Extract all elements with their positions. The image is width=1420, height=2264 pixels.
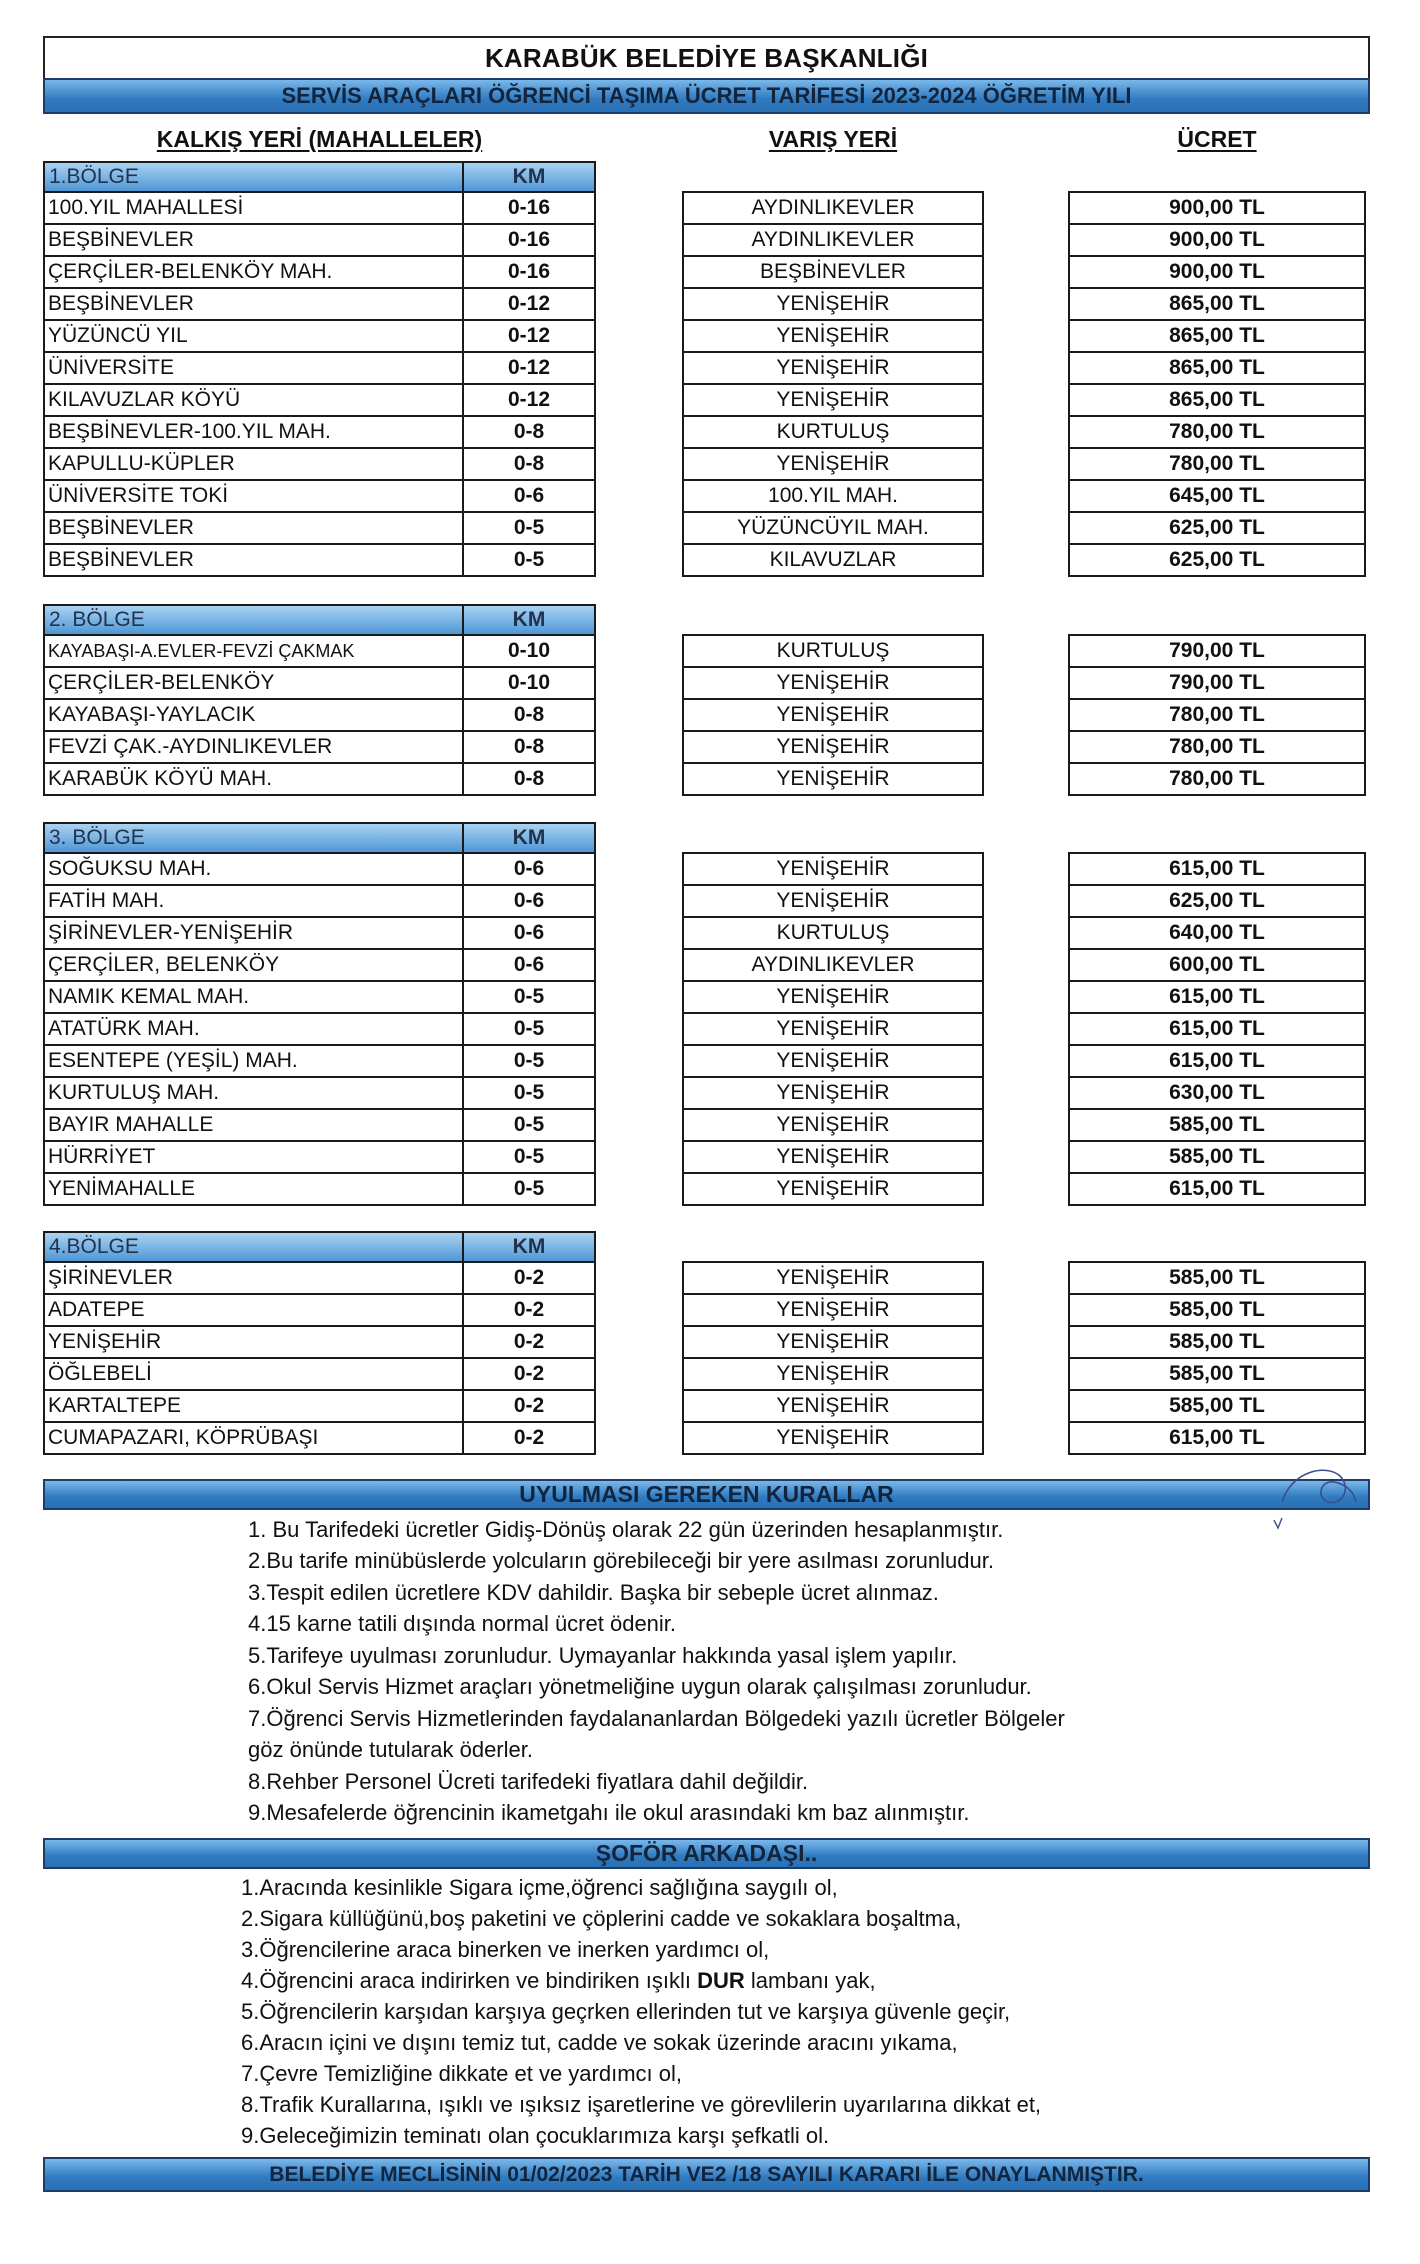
column-headers bbox=[43, 122, 1366, 156]
driver-rules-list bbox=[241, 1872, 1041, 2151]
destination-cell: YENİŞEHİR bbox=[682, 1389, 984, 1423]
departure-cell: ÖĞLEBELİ bbox=[43, 1357, 462, 1391]
km-cell: 0-5 bbox=[462, 980, 596, 1014]
destination-cell: YENİŞEHİR bbox=[682, 730, 984, 764]
rule-line: 8.Rehber Personel Ücreti tarifedeki fiyatlara dahil değildir. bbox=[248, 1768, 809, 1794]
price-column-header bbox=[1068, 122, 1366, 156]
km-cell: 0-5 bbox=[462, 511, 596, 545]
rule-line: 9.Mesafelerde öğrencinin ikametgahı ile okul arasındaki km baz alınmıştır. bbox=[248, 1800, 970, 1826]
region-2-table bbox=[43, 604, 1366, 796]
approval-footer-banner: BELEDİYE MECLİSİNİN 01/02/2023 TARİH VE2 /18 SAYILI KARARI İLE ONAYLANMIŞTIR. bbox=[43, 2157, 1370, 2192]
destination-cell: AYDINLIKEVLER bbox=[682, 191, 984, 225]
destination-cell: YENİŞEHİR bbox=[682, 1261, 984, 1295]
price-cell: 640,00 TL bbox=[1068, 916, 1366, 950]
km-cell: 0-5 bbox=[462, 1108, 596, 1142]
price-cell: 790,00 TL bbox=[1068, 634, 1366, 668]
departure-cell: NAMIK KEMAL MAH. bbox=[43, 980, 462, 1014]
destination-cell: YENİŞEHİR bbox=[682, 319, 984, 353]
price-cell: 865,00 TL bbox=[1068, 383, 1366, 417]
driver-rule: 2.Sigara küllüğünü,boş paketini ve çöplerini cadde ve sokaklara boşaltma, bbox=[241, 1905, 962, 1931]
price-cell: 585,00 TL bbox=[1068, 1108, 1366, 1142]
departure-cell: SOĞUKSU MAH. bbox=[43, 852, 462, 886]
driver-rule: 3.Öğrencilerine araca binerken ve inerken yardımcı ol, bbox=[241, 1936, 770, 1962]
destination-cell: YENİŞEHİR bbox=[682, 762, 984, 796]
price-cell: 645,00 TL bbox=[1068, 479, 1366, 513]
km-cell: 0-5 bbox=[462, 1172, 596, 1206]
departure-cell: BAYIR MAHALLE bbox=[43, 1108, 462, 1142]
destination-cell: YÜZÜNCÜYIL MAH. bbox=[682, 511, 984, 545]
km-cell: 0-6 bbox=[462, 884, 596, 918]
region-name: 1.BÖLGE bbox=[43, 161, 462, 193]
table-row bbox=[43, 1261, 1366, 1295]
km-cell: 0-12 bbox=[462, 383, 596, 417]
km-cell: 0-16 bbox=[462, 223, 596, 257]
table-row bbox=[43, 479, 1366, 513]
departure-cell: ADATEPE bbox=[43, 1293, 462, 1327]
price-cell: 780,00 TL bbox=[1068, 698, 1366, 732]
departure-cell: BEŞBİNEVLER-100.YIL MAH. bbox=[43, 415, 462, 449]
km-cell: 0-2 bbox=[462, 1325, 596, 1359]
driver-rule: 5.Öğrencilerin karşıdan karşıya geçrken ellerinden tut ve karşıya güvenle geçir, bbox=[241, 1998, 1011, 2024]
destination-column-label: VARIŞ YERİ bbox=[768, 125, 898, 152]
departure-cell: 100.YIL MAHALLESİ bbox=[43, 191, 462, 225]
document-title: KARABÜK BELEDİYE BAŞKANLIĞI bbox=[43, 36, 1370, 80]
price-cell: 585,00 TL bbox=[1068, 1389, 1366, 1423]
table-row bbox=[43, 1172, 1366, 1206]
destination-cell: YENİŞEHİR bbox=[682, 666, 984, 700]
price-cell: 900,00 TL bbox=[1068, 223, 1366, 257]
km-cell: 0-16 bbox=[462, 255, 596, 289]
table-row bbox=[43, 1357, 1366, 1391]
price-cell: 625,00 TL bbox=[1068, 884, 1366, 918]
rule-line: 7.Öğrenci Servis Hizmetlerinden faydalananlardan Bölgedeki yazılı ücretler Bölgeler bbox=[248, 1705, 1065, 1731]
price-cell: 615,00 TL bbox=[1068, 1012, 1366, 1046]
price-cell: 865,00 TL bbox=[1068, 319, 1366, 353]
driver-rule: 6.Aracın içini ve dışını temiz tut, cadde ve sokak üzerinde aracını yıkama, bbox=[241, 2029, 958, 2055]
departure-cell: BEŞBİNEVLER bbox=[43, 511, 462, 545]
table-row bbox=[43, 1108, 1366, 1142]
table-row bbox=[43, 1325, 1366, 1359]
driver-banner: ŞOFÖR ARKADAŞI.. bbox=[43, 1838, 1370, 1869]
rule-line: 4.15 karne tatili dışında normal ücret ödenir. bbox=[248, 1611, 677, 1637]
price-cell: 780,00 TL bbox=[1068, 415, 1366, 449]
table-row bbox=[43, 1076, 1366, 1110]
destination-cell: KILAVUZLAR bbox=[682, 543, 984, 577]
km-cell: 0-5 bbox=[462, 1044, 596, 1078]
price-cell: 585,00 TL bbox=[1068, 1357, 1366, 1391]
destination-cell: YENİŞEHİR bbox=[682, 1172, 984, 1206]
table-row bbox=[43, 255, 1366, 289]
km-cell: 0-2 bbox=[462, 1389, 596, 1423]
table-row bbox=[43, 1044, 1366, 1078]
departure-cell: YENİMAHALLE bbox=[43, 1172, 462, 1206]
table-row bbox=[43, 511, 1366, 545]
km-cell: 0-8 bbox=[462, 762, 596, 796]
driver-rule: 7.Çevre Temizliğine dikkate et ve yardımcı ol, bbox=[241, 2060, 682, 2086]
price-cell: 900,00 TL bbox=[1068, 191, 1366, 225]
price-cell: 865,00 TL bbox=[1068, 287, 1366, 321]
departure-cell: ÜNİVERSİTE bbox=[43, 351, 462, 385]
price-cell: 790,00 TL bbox=[1068, 666, 1366, 700]
price-cell: 615,00 TL bbox=[1068, 852, 1366, 886]
destination-cell: KURTULUŞ bbox=[682, 634, 984, 668]
driver-rule-text: 4.Öğrencini araca indirirken ve bindiriken ışıklı bbox=[241, 1967, 698, 1993]
rule-line: 1. Bu Tarifedeki ücretler Gidiş-Dönüş olarak 22 gün üzerinden hesaplanmıştır. bbox=[248, 1516, 1004, 1542]
departure-cell: KAYABAŞI-A.EVLER-FEVZİ ÇAKMAK bbox=[43, 634, 462, 668]
price-column-label: ÜCRET bbox=[1177, 125, 1257, 152]
km-header: KM bbox=[462, 822, 596, 854]
km-cell: 0-6 bbox=[462, 479, 596, 513]
departure-cell: ÇERÇİLER-BELENKÖY bbox=[43, 666, 462, 700]
price-cell: 600,00 TL bbox=[1068, 948, 1366, 982]
region-header bbox=[43, 822, 1366, 854]
km-cell: 0-16 bbox=[462, 191, 596, 225]
departure-cell: ESENTEPE (YEŞİL) MAH. bbox=[43, 1044, 462, 1078]
departure-cell: YENİŞEHİR bbox=[43, 1325, 462, 1359]
km-cell: 0-10 bbox=[462, 666, 596, 700]
rule-line: 6.Okul Servis Hizmet araçları yönetmeliğine uygun olarak çalışılması zorunludur. bbox=[248, 1674, 1032, 1700]
km-cell: 0-10 bbox=[462, 634, 596, 668]
price-cell: 780,00 TL bbox=[1068, 730, 1366, 764]
departure-cell: FATİH MAH. bbox=[43, 884, 462, 918]
driver-rule: 8.Trafik Kurallarına, ışıklı ve ışıksız işaretlerine ve görevlilerin uyarılarına dikkat et, bbox=[241, 2091, 1042, 2117]
destination-cell: YENİŞEHİR bbox=[682, 1044, 984, 1078]
tariff-subtitle-banner: SERVİS ARAÇLARI ÖĞRENCİ TAŞIMA ÜCRET TARİFESİ 2023-2024 ÖĞRETİM YILI bbox=[43, 78, 1370, 114]
km-cell: 0-8 bbox=[462, 447, 596, 481]
departure-cell: ÇERÇİLER-BELENKÖY MAH. bbox=[43, 255, 462, 289]
price-cell: 625,00 TL bbox=[1068, 511, 1366, 545]
table-row bbox=[43, 223, 1366, 257]
region-header bbox=[43, 1231, 1366, 1263]
price-cell: 585,00 TL bbox=[1068, 1261, 1366, 1295]
departure-cell: ŞİRİNEVLER-YENİŞEHİR bbox=[43, 916, 462, 950]
destination-cell: YENİŞEHİR bbox=[682, 1421, 984, 1455]
price-cell: 615,00 TL bbox=[1068, 980, 1366, 1014]
table-row bbox=[43, 1293, 1366, 1327]
departure-cell: BEŞBİNEVLER bbox=[43, 287, 462, 321]
destination-cell: BEŞBİNEVLER bbox=[682, 255, 984, 289]
table-row bbox=[43, 447, 1366, 481]
departure-cell: HÜRRİYET bbox=[43, 1140, 462, 1174]
km-cell: 0-8 bbox=[462, 730, 596, 764]
destination-cell: YENİŞEHİR bbox=[682, 1012, 984, 1046]
price-cell: 615,00 TL bbox=[1068, 1172, 1366, 1206]
rule-line: 2.Bu tarife minübüslerde yolcuların görebileceği bir yere asılması zorunludur. bbox=[248, 1548, 994, 1574]
destination-cell: AYDINLIKEVLER bbox=[682, 223, 984, 257]
region-name: 3. BÖLGE bbox=[43, 822, 462, 854]
region-3-table bbox=[43, 822, 1366, 1206]
destination-cell: YENİŞEHİR bbox=[682, 980, 984, 1014]
price-cell: 780,00 TL bbox=[1068, 447, 1366, 481]
driver-rule: 1.Aracında kesinlikle Sigara içme,öğrenci sağlığına saygılı ol, bbox=[241, 1874, 838, 1900]
destination-cell: YENİŞEHİR bbox=[682, 383, 984, 417]
destination-cell: YENİŞEHİR bbox=[682, 852, 984, 886]
table-row bbox=[43, 1389, 1366, 1423]
table-row bbox=[43, 351, 1366, 385]
departure-column-label: KALKIŞ YERİ (MAHALLELER) bbox=[156, 125, 483, 152]
destination-cell: YENİŞEHİR bbox=[682, 1076, 984, 1110]
driver-rule-text: lambanı yak, bbox=[744, 1967, 876, 1993]
km-cell: 0-2 bbox=[462, 1421, 596, 1455]
departure-cell: KARTALTEPE bbox=[43, 1389, 462, 1423]
km-cell: 0-5 bbox=[462, 1140, 596, 1174]
driver-rule bbox=[241, 1965, 1041, 1996]
km-header: KM bbox=[462, 161, 596, 193]
destination-cell: YENİŞEHİR bbox=[682, 698, 984, 732]
rule-line: göz önünde tutularak öderler. bbox=[248, 1737, 533, 1763]
table-row bbox=[43, 287, 1366, 321]
km-cell: 0-6 bbox=[462, 852, 596, 886]
destination-cell: KURTULUŞ bbox=[682, 415, 984, 449]
km-cell: 0-8 bbox=[462, 698, 596, 732]
rule-line: 5.Tarifeye uyulması zorunludur. Uymayanlar hakkında yasal işlem yapılır. bbox=[248, 1642, 958, 1668]
table-row bbox=[43, 1140, 1366, 1174]
km-cell: 0-2 bbox=[462, 1357, 596, 1391]
price-cell: 585,00 TL bbox=[1068, 1293, 1366, 1327]
driver-rule: 9.Geleceğimizin teminatı olan çocuklarımıza karşı şefkatli ol. bbox=[241, 2122, 830, 2148]
departure-cell: FEVZİ ÇAK.-AYDINLIKEVLER bbox=[43, 730, 462, 764]
km-cell: 0-6 bbox=[462, 948, 596, 982]
price-cell: 615,00 TL bbox=[1068, 1421, 1366, 1455]
table-row bbox=[43, 884, 1366, 918]
signature-mark bbox=[1272, 1462, 1362, 1532]
rules-list bbox=[248, 1514, 1065, 1829]
km-cell: 0-12 bbox=[462, 287, 596, 321]
km-header: KM bbox=[462, 1231, 596, 1263]
departure-cell: BEŞBİNEVLER bbox=[43, 543, 462, 577]
departure-cell: CUMAPAZARI, KÖPRÜBAŞI bbox=[43, 1421, 462, 1455]
km-cell: 0-2 bbox=[462, 1261, 596, 1295]
destination-cell: KURTULUŞ bbox=[682, 916, 984, 950]
km-cell: 0-8 bbox=[462, 415, 596, 449]
departure-cell: KURTULUŞ MAH. bbox=[43, 1076, 462, 1110]
table-row bbox=[43, 916, 1366, 950]
departure-cell: KARABÜK KÖYÜ MAH. bbox=[43, 762, 462, 796]
destination-column-header bbox=[682, 122, 984, 156]
table-row bbox=[43, 730, 1366, 764]
departure-cell: KAYABAŞI-YAYLACIK bbox=[43, 698, 462, 732]
table-row bbox=[43, 980, 1366, 1014]
departure-cell: KAPULLU-KÜPLER bbox=[43, 447, 462, 481]
km-cell: 0-5 bbox=[462, 1012, 596, 1046]
departure-cell: ŞİRİNEVLER bbox=[43, 1261, 462, 1295]
km-header: KM bbox=[462, 604, 596, 636]
departure-cell: ÜNİVERSİTE TOKİ bbox=[43, 479, 462, 513]
table-row bbox=[43, 415, 1366, 449]
price-cell: 615,00 TL bbox=[1068, 1044, 1366, 1078]
rules-banner: UYULMASI GEREKEN KURALLAR bbox=[43, 1479, 1370, 1510]
destination-cell: YENİŞEHİR bbox=[682, 1293, 984, 1327]
departure-cell: YÜZÜNCÜ YIL bbox=[43, 319, 462, 353]
table-row bbox=[43, 191, 1366, 225]
price-cell: 780,00 TL bbox=[1068, 762, 1366, 796]
km-cell: 0-12 bbox=[462, 319, 596, 353]
price-cell: 625,00 TL bbox=[1068, 543, 1366, 577]
table-row bbox=[43, 383, 1366, 417]
price-cell: 630,00 TL bbox=[1068, 1076, 1366, 1110]
table-row bbox=[43, 634, 1366, 668]
destination-cell: YENİŞEHİR bbox=[682, 1140, 984, 1174]
rule-line: 3.Tespit edilen ücretlere KDV dahildir. Başka bir sebeple ücret alınmaz. bbox=[248, 1579, 939, 1605]
departure-column-header bbox=[43, 122, 596, 156]
region-name: 4.BÖLGE bbox=[43, 1231, 462, 1263]
table-row bbox=[43, 698, 1366, 732]
km-cell: 0-5 bbox=[462, 1076, 596, 1110]
destination-cell: YENİŞEHİR bbox=[682, 1357, 984, 1391]
table-row bbox=[43, 1012, 1366, 1046]
destination-cell: YENİŞEHİR bbox=[682, 1108, 984, 1142]
region-name: 2. BÖLGE bbox=[43, 604, 462, 636]
destination-cell: YENİŞEHİR bbox=[682, 287, 984, 321]
price-cell: 585,00 TL bbox=[1068, 1140, 1366, 1174]
departure-cell: ÇERÇİLER, BELENKÖY bbox=[43, 948, 462, 982]
table-row bbox=[43, 1421, 1366, 1455]
destination-cell: 100.YIL MAH. bbox=[682, 479, 984, 513]
km-cell: 0-5 bbox=[462, 543, 596, 577]
price-cell: 865,00 TL bbox=[1068, 351, 1366, 385]
destination-cell: YENİŞEHİR bbox=[682, 447, 984, 481]
price-cell: 585,00 TL bbox=[1068, 1325, 1366, 1359]
table-row bbox=[43, 319, 1366, 353]
km-cell: 0-2 bbox=[462, 1293, 596, 1327]
destination-cell: YENİŞEHİR bbox=[682, 1325, 984, 1359]
table-row bbox=[43, 852, 1366, 886]
km-cell: 0-6 bbox=[462, 916, 596, 950]
departure-cell: KILAVUZLAR KÖYÜ bbox=[43, 383, 462, 417]
table-row bbox=[43, 543, 1366, 577]
driver-rule-emphasis: DUR bbox=[697, 1967, 745, 1993]
price-cell: 900,00 TL bbox=[1068, 255, 1366, 289]
region-1-table bbox=[43, 161, 1366, 577]
departure-cell: BEŞBİNEVLER bbox=[43, 223, 462, 257]
region-header bbox=[43, 161, 1366, 193]
region-header bbox=[43, 604, 1366, 636]
destination-cell: YENİŞEHİR bbox=[682, 351, 984, 385]
destination-cell: YENİŞEHİR bbox=[682, 884, 984, 918]
departure-cell: ATATÜRK MAH. bbox=[43, 1012, 462, 1046]
km-cell: 0-12 bbox=[462, 351, 596, 385]
table-row bbox=[43, 666, 1366, 700]
table-row bbox=[43, 762, 1366, 796]
destination-cell: AYDINLIKEVLER bbox=[682, 948, 984, 982]
region-4-table bbox=[43, 1231, 1366, 1455]
table-row bbox=[43, 948, 1366, 982]
